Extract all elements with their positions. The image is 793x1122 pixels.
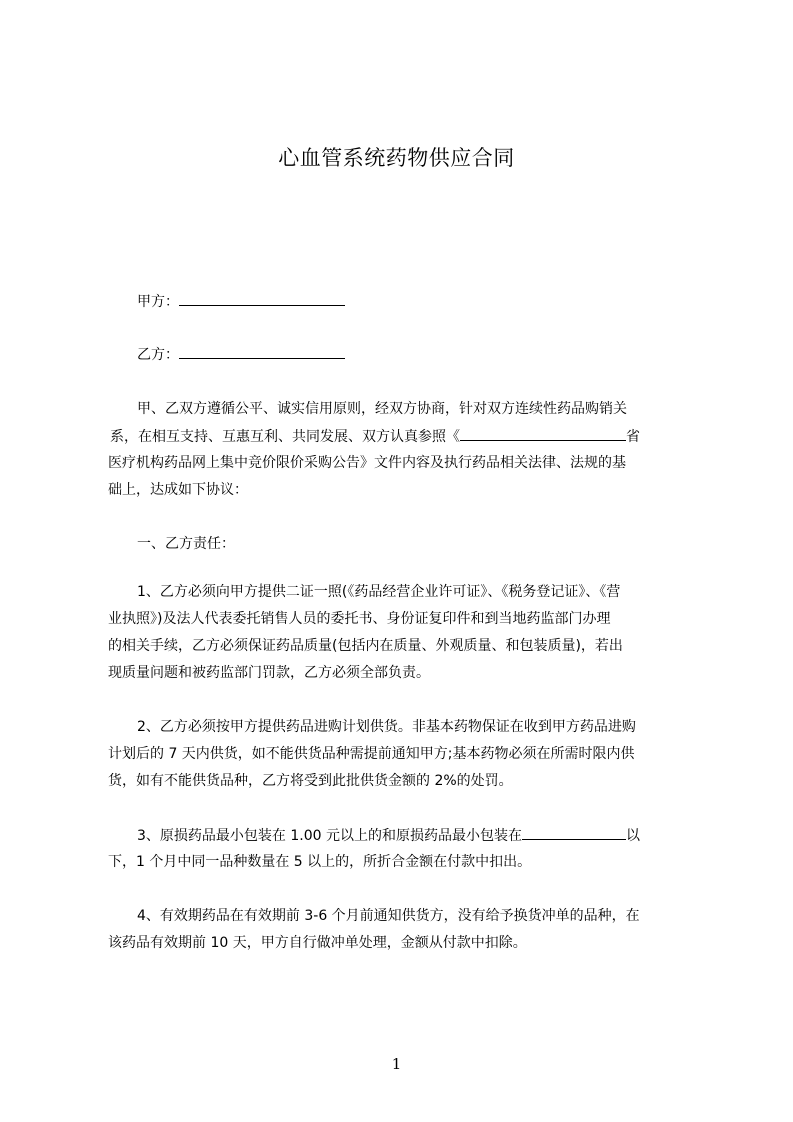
preamble-blank <box>460 426 626 441</box>
clause-4-line-1: 4、有效期药品在有效期前 3-6 个月前通知供货方，没有给予换货冲单的品种，在 <box>137 908 640 924</box>
clause-3-line-1-text: 3、原损药品最小包装在 1.00 元以上的和原损药品最小包装在 <box>137 828 522 844</box>
preamble-line-3: 医疗机构药品网上集中竞价限价采购公告》文件内容及执行药品相关法律、法规的基 <box>108 455 626 471</box>
party-a-label: 甲方： <box>137 294 179 310</box>
clause-3-blank <box>522 825 626 840</box>
preamble-line-4: 础上，达成如下协议： <box>108 482 248 498</box>
clause-2-line-3: 货，如有不能供货品种，乙方将受到此批供货金额的 2%的处罚。 <box>108 773 513 789</box>
clause-3-line-1-suffix: 以 <box>625 828 640 844</box>
party-a-line <box>137 291 345 312</box>
clause-2-line-2: 计划后的 7 天内供货，如不能供货品种需提前通知甲方;基本药物必须在所需时限内供 <box>108 746 635 762</box>
preamble-line-2-suffix: 省 <box>626 429 640 445</box>
preamble-line-2 <box>110 426 640 447</box>
clause-2-line-1: 2、乙方必须按甲方提供药品进购计划供货。非基本药物保证在收到甲方药品进购 <box>137 719 636 735</box>
preamble-line-2-text: 系，在相互支持、互惠互利、共同发展、双方认真参照《 <box>110 429 460 445</box>
party-b-line <box>137 344 345 365</box>
page-number: 1 <box>391 1055 402 1073</box>
clause-1-line-1: 1、乙方必须向甲方提供二证一照(《药品经营企业许可证》、《税务登记证》、《营 <box>137 584 621 600</box>
party-b-label: 乙方： <box>137 347 179 363</box>
party-b-blank <box>179 344 345 359</box>
clause-3-line-2: 下，1 个月中同一品种数量在 5 以上的，所折合金额在付款中扣出。 <box>108 854 532 870</box>
party-a-blank <box>179 291 345 306</box>
section-1-heading: 一、乙方责任： <box>137 536 235 552</box>
clause-1-line-2: 业执照》)及法人代表委托销售人员的委托书、身份证复印件和到当地药监部门办理 <box>108 611 611 627</box>
preamble-line-1: 甲、乙双方遵循公平、诚实信用原则，经双方协商，针对双方连续性药品购销关 <box>137 401 627 417</box>
clause-4-line-2: 该药品有效期前 10 天，甲方自行做冲单处理，金额从付款中扣除。 <box>108 935 527 951</box>
document-title: 心血管系统药物供应合同 <box>278 146 515 170</box>
clause-1-line-3: 的相关手续，乙方必须保证药品质量(包括内在质量、外观质量、和包装质量)，若出 <box>108 638 623 654</box>
clause-1-line-4: 现质量问题和被药监部门罚款，乙方必须全部负责。 <box>108 665 430 681</box>
clause-3-line-1 <box>137 825 640 846</box>
